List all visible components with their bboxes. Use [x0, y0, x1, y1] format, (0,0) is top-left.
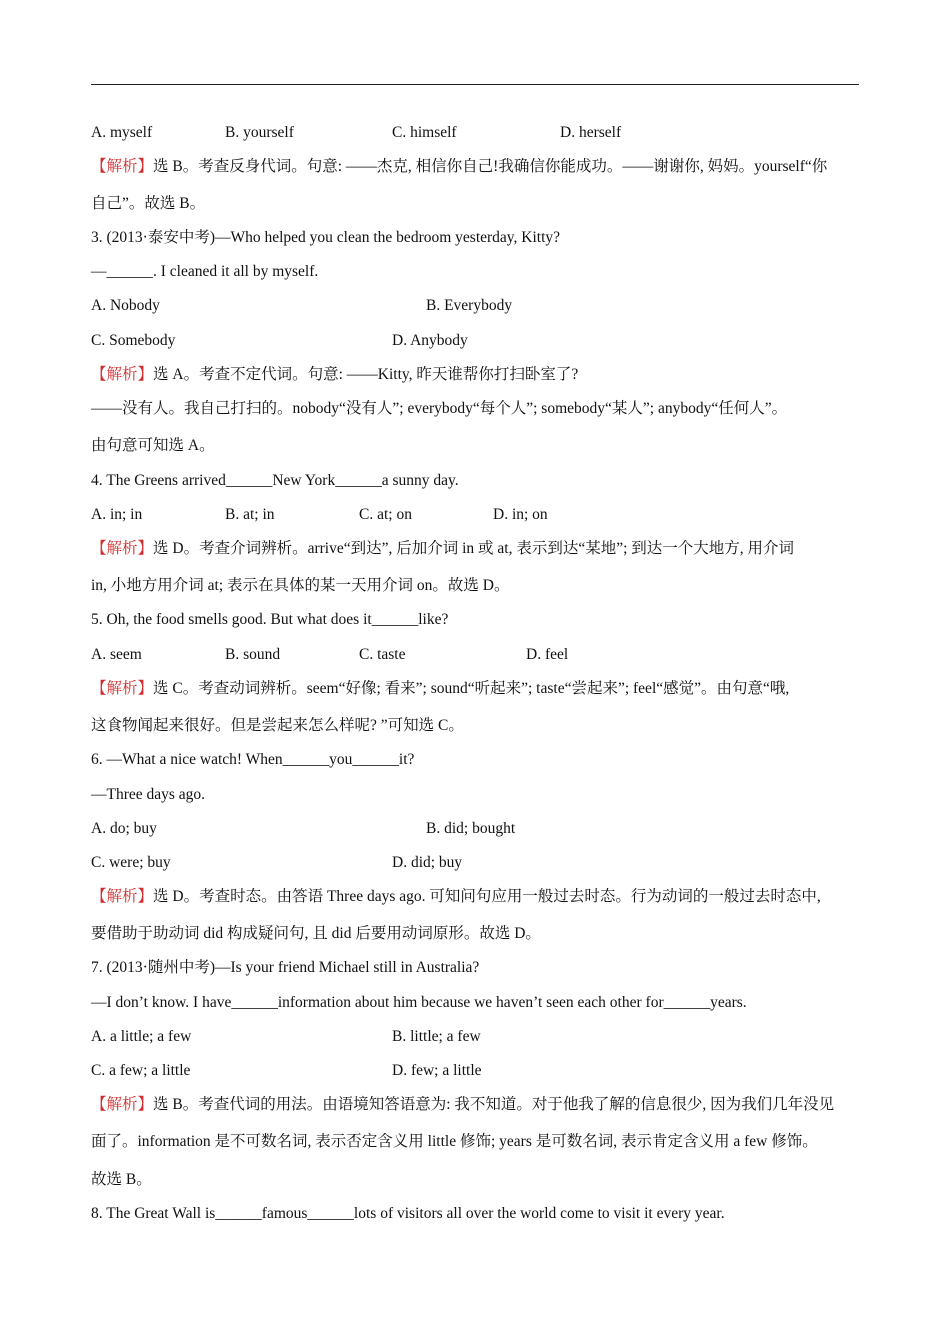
q5-option-b: B. sound: [225, 646, 281, 663]
analysis-text: 选 B。考查代词的用法。由语境知答语意为: 我不知道。对于他我了解的信息很少, 因为我们几年没见: [153, 1096, 835, 1113]
q4-analysis-line-1: [91, 539, 871, 559]
analysis-text: 选 B。考查反身代词。句意: ——杰克, 相信你自己!我确信你能成功。——谢谢你, 妈妈。yourself“你: [153, 158, 828, 175]
q6-stem-2: —Three days ago.: [91, 786, 206, 803]
analysis-text: 选 A。考查不定代词。句意: ——Kitty, 昨天谁帮你打扫卧室了?: [153, 366, 579, 383]
q3-analysis-line-1: [91, 365, 871, 385]
q3-stem-2: —______. I cleaned it all by myself.: [91, 263, 319, 280]
q2-option-a: A. myself: [91, 124, 153, 141]
q5-option-c: C. taste: [359, 646, 406, 663]
q3-analysis-line-3: 由句意可知选 A。: [91, 437, 215, 454]
q2-analysis-line-2: 自己”。故选 B。: [91, 195, 206, 212]
q6-option-a: A. do; buy: [91, 820, 157, 837]
q8-stem: 8. The Great Wall is______famous______lots of visitors all over the world come to visit it every year.: [91, 1205, 725, 1222]
q6-option-d: D. did; buy: [392, 854, 463, 871]
q7-option-c: C. a few; a little: [91, 1062, 191, 1079]
q3-option-d: D. Anybody: [392, 332, 468, 349]
q4-option-d: D. in; on: [493, 506, 548, 523]
q3-option-c: C. Somebody: [91, 332, 176, 349]
q5-analysis-line-2: 这食物闻起来很好。但是尝起来怎么样呢? ”可知选 C。: [91, 717, 464, 734]
q7-stem: 7. (2013·随州中考)—Is your friend Michael still in Australia?: [91, 959, 480, 976]
q7-analysis-line-1: [91, 1095, 871, 1115]
q6-analysis-line-1: [91, 887, 871, 907]
analysis-tag: 【解析】: [91, 366, 154, 383]
header-rule: [91, 84, 859, 85]
q5-stem: 5. Oh, the food smells good. But what does it______like?: [91, 611, 449, 628]
q4-stem: 4. The Greens arrived______New York______a sunny day.: [91, 472, 459, 489]
q3-option-b: B. Everybody: [426, 297, 513, 314]
q6-option-b: B. did; bought: [426, 820, 516, 837]
analysis-tag: 【解析】: [91, 1096, 154, 1113]
q3-option-a: A. Nobody: [91, 297, 160, 314]
analysis-text: 选 C。考查动词辨析。seem“好像; 看来”; sound“听起来”; taste“尝起来”; feel“感觉”。由句意“哦,: [153, 680, 790, 697]
q7-stem-2: —I don’t know. I have______information about him because we haven’t seen each other for______years.: [91, 994, 747, 1011]
analysis-tag: 【解析】: [91, 158, 154, 175]
q7-option-d: D. few; a little: [392, 1062, 482, 1079]
q7-option-a: A. a little; a few: [91, 1028, 192, 1045]
q5-analysis-line-1: [91, 679, 871, 699]
q6-option-c: C. were; buy: [91, 854, 171, 871]
q5-option-d: D. feel: [526, 646, 569, 663]
q3-stem: 3. (2013·泰安中考)—Who helped you clean the bedroom yesterday, Kitty?: [91, 229, 561, 246]
analysis-text: 选 D。考查时态。由答语 Three days ago. 可知问句应用一般过去时态。行为动词的一般过去时态中,: [153, 888, 821, 905]
q2-option-b: B. yourself: [225, 124, 294, 141]
analysis-tag: 【解析】: [91, 540, 154, 557]
q7-option-b: B. little; a few: [392, 1028, 481, 1045]
analysis-text: 选 D。考查介词辨析。arrive“到达”, 后加介词 in 或 at, 表示到达“某地”; 到达一个大地方, 用介词: [153, 540, 795, 557]
q2-option-d: D. herself: [560, 124, 622, 141]
q7-analysis-line-2: 面了。information 是不可数名词, 表示否定含义用 little 修饰; years 是可数名词, 表示肯定含义用 a few 修饰。: [91, 1133, 818, 1150]
q2-analysis-line-1: [91, 157, 871, 177]
q2-option-c: C. himself: [392, 124, 457, 141]
q4-option-c: C. at; on: [359, 506, 412, 523]
q6-analysis-line-2: 要借助于助动词 did 构成疑问句, 且 did 后要用动词原形。故选 D。: [91, 925, 541, 942]
q4-option-a: A. in; in: [91, 506, 143, 523]
q3-analysis-line-2: ——没有人。我自己打扫的。nobody“没有人”; everybody“每个人”; somebody“某人”; anybody“任何人”。: [91, 400, 788, 417]
q4-analysis-line-2: in, 小地方用介词 at; 表示在具体的某一天用介词 on。故选 D。: [91, 577, 510, 594]
q4-option-b: B. at; in: [225, 506, 275, 523]
q5-option-a: A. seem: [91, 646, 142, 663]
analysis-tag: 【解析】: [91, 680, 154, 697]
q6-stem: 6. —What a nice watch! When______you______it?: [91, 751, 415, 768]
q7-analysis-line-3: 故选 B。: [91, 1171, 152, 1188]
analysis-tag: 【解析】: [91, 888, 154, 905]
